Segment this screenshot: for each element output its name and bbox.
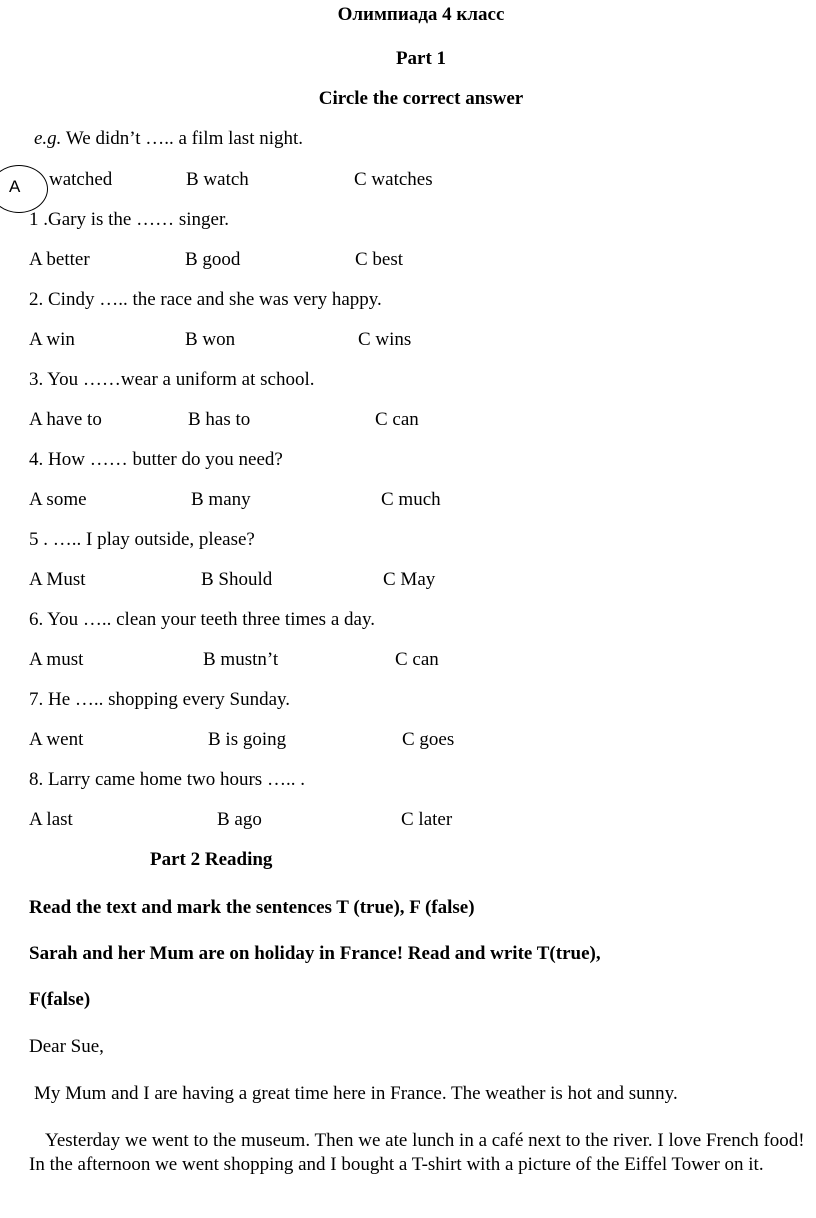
question-7: 7. He ….. shopping every Sunday. (29, 689, 291, 710)
page-title: Олимпиада 4 класс (337, 4, 505, 25)
question-8-option-b: B ago (217, 809, 262, 830)
question-3-option-b: B has to (188, 409, 251, 430)
question-3-option-c: C can (375, 409, 419, 430)
question-4: 4. How …… butter do you need? (29, 449, 283, 470)
question-5-option-c: C May (383, 569, 436, 590)
question-1-option-a: A better (29, 249, 90, 270)
answer-circle (0, 165, 48, 213)
example-question-text: We didn’t ….. a film last night. (65, 128, 304, 149)
question-7-option-c: C goes (402, 729, 455, 750)
question-2-option-a: A win (29, 329, 75, 350)
question-8-option-c: C later (401, 809, 453, 830)
question-7-option-b: B is going (208, 729, 287, 750)
question-6-option-a: A must (29, 649, 84, 670)
letter-greeting: Dear Sue, (29, 1036, 104, 1057)
part1-title: Part 1 (395, 48, 447, 69)
part2-task-line2: F(false) (29, 989, 91, 1010)
question-2-option-b: B won (185, 329, 236, 350)
example-option-b: B watch (186, 169, 249, 190)
part2-title: Part 2 Reading (150, 849, 273, 870)
question-5-option-b: B Should (201, 569, 273, 590)
question-4-option-c: C much (381, 489, 441, 510)
question-8: 8. Larry came home two hours ….. . (29, 769, 305, 790)
question-2: 2. Cindy ….. the race and she was very happy. (29, 289, 382, 310)
part2-task-line1: Sarah and her Mum are on holiday in France! Read and write T(true), (29, 943, 601, 964)
example-option-c: C watches (354, 169, 433, 190)
question-5-option-a: A Must (29, 569, 86, 590)
letter-paragraph-2: Yesterday we went to the museum. Then we ate lunch in a café next to the river. I love French food! In the afternoon we went shopping and I bought a T-shirt with a picture of the Eiffel Tower on it. (29, 1130, 805, 1175)
question-1-option-b: B good (185, 249, 241, 270)
question-6: 6. You ….. clean your teeth three times a day. (29, 609, 375, 630)
circled-answer-letter: A (9, 177, 21, 196)
question-5: 5 . ….. I play outside, please? (29, 529, 255, 550)
question-7-option-a: A went (29, 729, 84, 750)
question-1-option-c: C best (355, 249, 404, 270)
part1-instruction: Circle the correct answer (318, 88, 524, 109)
question-6-option-c: C can (395, 649, 439, 670)
question-3: 3. You ……wear a uniform at school. (29, 369, 315, 390)
example-option-a: watched (49, 169, 113, 190)
letter-paragraph-1: My Mum and I are having a great time here in France. The weather is hot and sunny. (34, 1083, 678, 1104)
question-4-option-a: A some (29, 489, 87, 510)
question-2-option-c: C wins (358, 329, 412, 350)
part2-instruction: Read the text and mark the sentences T (true), F (false) (29, 897, 475, 918)
question-1: 1 .Gary is the …… singer. (29, 209, 230, 230)
question-3-option-a: A have to (29, 409, 102, 430)
example-question (34, 128, 303, 150)
question-4-option-b: B many (191, 489, 251, 510)
example-prefix: e.g. (34, 128, 62, 149)
question-6-option-b: B mustn’t (203, 649, 279, 670)
question-8-option-a: A last (29, 809, 73, 830)
